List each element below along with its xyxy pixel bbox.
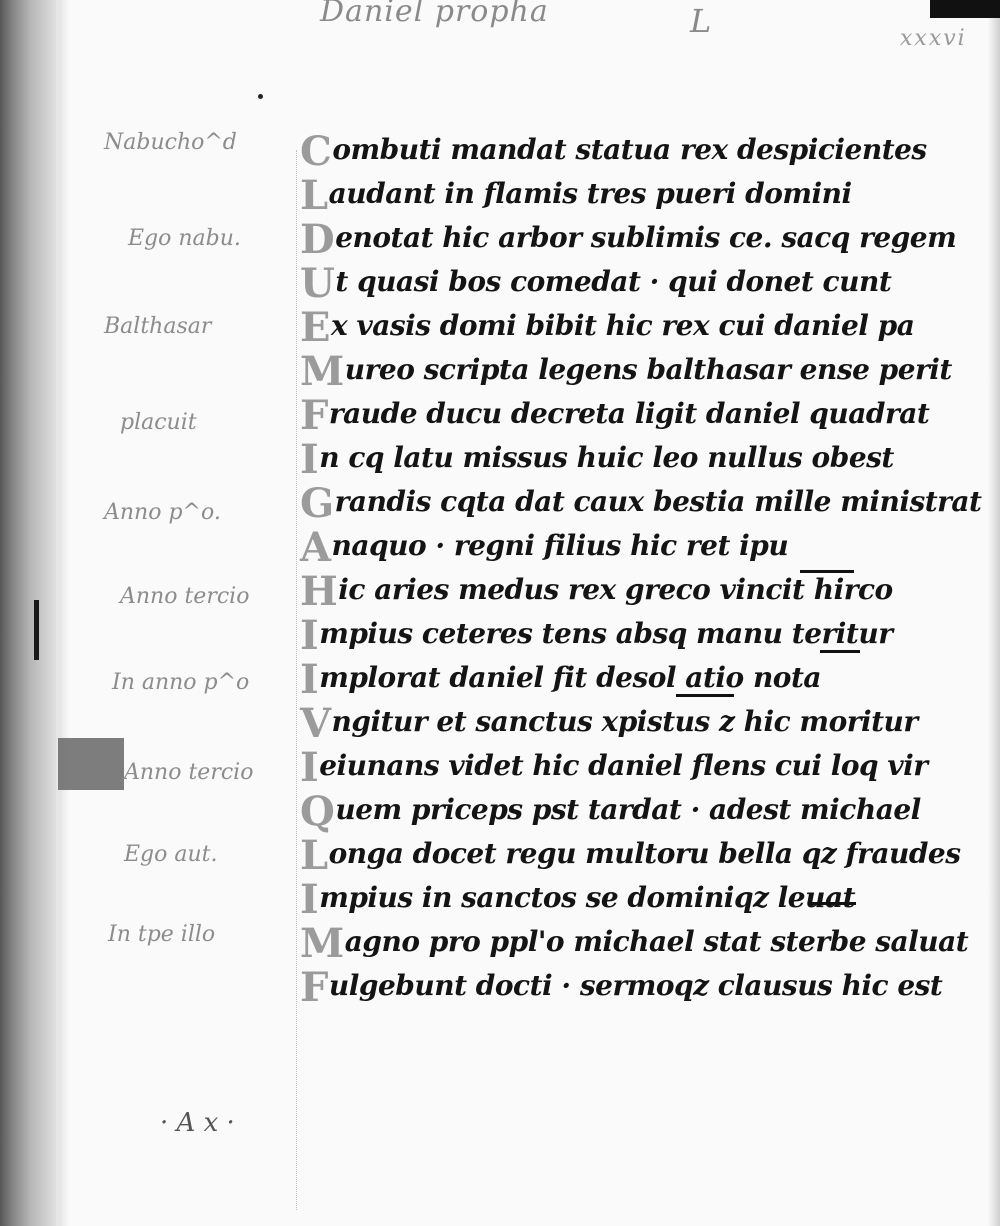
verse-line [300,920,968,967]
verse-line [300,216,956,263]
verse-line-text: audant in flamis tres pueri domini [328,177,852,210]
binding-fold [56,0,62,1226]
verse-line-text: ngitur et sanctus xpistus z hic moritur [331,705,918,738]
page-edge [988,18,1000,1226]
margin-note: Ego nabu. [128,226,241,251]
verse-line [300,700,918,747]
margin-ruling [296,150,297,1210]
scan-corner [930,0,1000,18]
initial-letter: V [300,700,331,747]
margin-note: In anno p^o [112,670,250,695]
line-filler [800,570,854,573]
verse-line-text: mpius in sanctos se dominiqz leuat [319,881,856,914]
section-letter: L [690,2,712,40]
line-filler [808,902,856,905]
margin-note: Anno tercio [124,760,254,785]
verse-line-text: uem priceps pst tardat · adest michael [335,793,921,826]
bookmark-strip [34,600,39,660]
line-filler [676,694,734,697]
folio-number: xxxvi [900,26,967,51]
initial-letter: I [300,876,319,923]
verse-line [300,392,929,439]
margin-note: Anno tercio [120,584,250,609]
verse-line [300,656,821,703]
verse-line [300,788,921,835]
initial-letter: U [300,260,335,307]
verse-line-text: onga docet regu multoru bella qz fraudes [328,837,961,870]
initial-letter: M [300,348,344,395]
initial-letter: F [300,964,328,1011]
verse-line-text: naquo · regni filius hic ret ipu [331,529,789,562]
verse-line [300,876,855,923]
verse-line [300,568,893,615]
line-filler [820,650,860,653]
initial-letter: F [300,392,328,439]
initial-letter: H [300,568,338,615]
initial-letter: I [300,612,319,659]
margin-note: Nabucho^d [104,130,237,155]
margin-note: In tpe illo [108,922,216,947]
verse-line [300,436,894,483]
verse-line [300,964,942,1011]
verse-line [300,304,914,351]
verse-line-text: eiunans videt hic daniel flens cui loq vir [319,749,928,782]
verse-line [300,524,788,571]
initial-letter: M [300,920,344,967]
quire-signature: · A x · [160,1108,235,1138]
library-stamp [58,738,124,790]
initial-letter: E [300,304,330,351]
ink-dot [258,94,263,99]
verse-line-text: enotat hic arbor sublimis ce. sacq regem [335,221,957,254]
verse-line-text: ureo scripta legens balthasar ense perit [344,353,952,386]
verse-line [300,260,891,307]
verse-line-text: raude ducu decreta ligit daniel quadrat [328,397,930,430]
verse-line-text: mpius ceteres tens absq manu teritur [319,617,893,650]
verse-line-text: ic aries medus rex greco vincit hirco [338,573,893,606]
verse-line-text: ulgebunt docti · sermoqz clausus hic est [328,969,943,1002]
verse-line [300,612,892,659]
margin-note: placuit [120,410,197,435]
verse-line-text: agno pro ppl'o michael stat sterbe saluat [344,925,969,958]
verse-line-text: randis cqta dat caux bestia mille ministrat [334,485,982,518]
margin-note: Ego aut. [124,842,218,867]
verse-line-text: n cq latu missus huic leo nullus obest [319,441,894,474]
initial-letter: G [300,480,334,527]
initial-letter: D [300,216,335,263]
initial-letter: A [300,524,331,571]
verse-line [300,744,928,791]
running-title: Daniel propha [320,0,549,29]
verse-line [300,348,952,395]
verse-line [300,832,961,879]
initial-letter: I [300,436,319,483]
verse-line-text: t quasi bos comedat · qui donet cunt [335,265,892,298]
verse-line [300,480,982,527]
verse-line-text: mplorat daniel fit desol atio nota [319,661,822,694]
verse-line [300,128,927,175]
initial-letter: Q [300,788,335,835]
initial-letter: L [300,172,328,219]
running-header [300,0,940,40]
margin-note: Anno p^o. [104,500,221,525]
initial-letter: I [300,744,319,791]
initial-letter: I [300,656,319,703]
initial-letter: C [300,128,332,175]
verse-line-text: ombuti mandat statua rex despicientes [332,133,927,166]
initial-letter: L [300,832,328,879]
verse-line [300,172,852,219]
verse-line-text: x vasis domi bibit hic rex cui daniel pa [331,309,915,342]
margin-note: Balthasar [104,314,212,339]
